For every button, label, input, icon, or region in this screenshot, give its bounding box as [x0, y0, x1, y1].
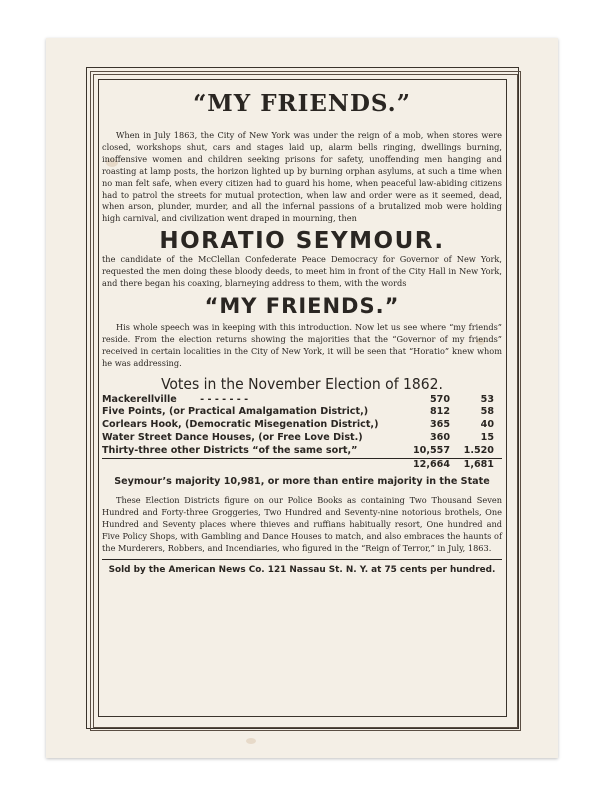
district-name: Five Points, (or Practical Amalgamation District,) [102, 406, 369, 418]
total-b: 1,681 [460, 458, 502, 471]
vote-count-a: 365 [429, 419, 450, 431]
candidate-paragraph: the candidate of the McClellan Confederate Peace Democracy for Governor of New York, requested the men doing these bloody deeds, to meet him in front of the City Hall in New York, and there began his coaxing, blarneying address to them, with the words [102, 254, 502, 289]
candidate-name: HORATIO SEYMOUR. [159, 228, 445, 255]
intro-paragraph: When in July 1863, the City of New York was under the reign of a mob, when stores were closed, workshops shut, cars and stages laid up, alarm bells ringing, dwellings burning, inoffensive women and children seeking prisons for safety, unoffending men hanging and roasting at lamp posts, the horizon lighted up by burning orphan asylums, at such a time when no man felt safe, when every citizen had to guard his home, when peaceful law-abiding citizens had to patrol the streets for mutual protection, when law and order were as it seemed, dead, when arson, plunder, murder, and all the infernal passions of a brutalized mob were holding high carnival, and civilization went draped in mourning, then [102, 130, 502, 224]
votes-table [102, 394, 502, 472]
vote-count-a: 10,557 [412, 444, 450, 456]
table-row [102, 432, 502, 445]
speech-paragraph: His whole speech was in keeping with this introduction. Now let us see where “my friends” reside. From the election returns showing the majorities that the “Governor of my friends” received in certain localities in the City of New York, it will be seen that “Horatio” knew whom he was addressing. [102, 321, 502, 368]
subtitle-my-friends: “MY FRIENDS.” [204, 293, 400, 318]
main-title: “MY FRIENDS.” [193, 90, 411, 117]
vote-count-b: 58 [480, 406, 494, 418]
vote-count-a: 570 [429, 393, 450, 405]
total-a: 12,664 [404, 458, 460, 471]
table-row [102, 445, 502, 458]
majority-line: Seymour’s majority 10,981, or more than entire majority in the State [114, 476, 490, 488]
totals-row [102, 458, 502, 471]
foxing-spot [246, 738, 256, 744]
table-row [102, 394, 502, 407]
vote-count-b: 40 [480, 419, 494, 431]
district-name: Thirty-three other Districts “of the same sort,” [102, 444, 358, 456]
vote-count-a: 360 [429, 431, 450, 443]
vote-count-b: 15 [480, 431, 494, 443]
vote-count-b: 53 [480, 393, 494, 405]
district-name: Corlears Hook, (Democratic Misegenation District,) [102, 419, 379, 431]
vote-count-b: 1.520 [463, 444, 494, 456]
footer-sold-by: Sold by the American News Co. 121 Nassau St. N. Y. at 75 cents per hundred. [102, 559, 502, 577]
votes-title: Votes in the November Election of 1862. [161, 374, 443, 393]
table-row [102, 406, 502, 419]
police-paragraph: These Election Districts figure on our Police Books as containing Two Thousand Seven Hundred and Forty-three Groggeries, Two Hundred and Seventy-nine notorious brothels, One Hundred and Seventy places where thieves and ruffians habitually resort, One hundred and Five Policy Shops, with Gambling and Dance Houses to match, and also embraces the haunts of the Murderers, Robbers, and Incendiaries, who figured in the “Reign of Terror,” in July, 1863. [102, 495, 502, 553]
broadside-content [102, 90, 502, 714]
district-name: Mackerellville - - - - - - - [102, 393, 249, 405]
broadside-sheet [46, 38, 558, 758]
district-name: Water Street Dance Houses, (or Free Love Dist.) [102, 431, 363, 443]
table-row [102, 419, 502, 432]
vote-count-a: 812 [429, 406, 450, 418]
